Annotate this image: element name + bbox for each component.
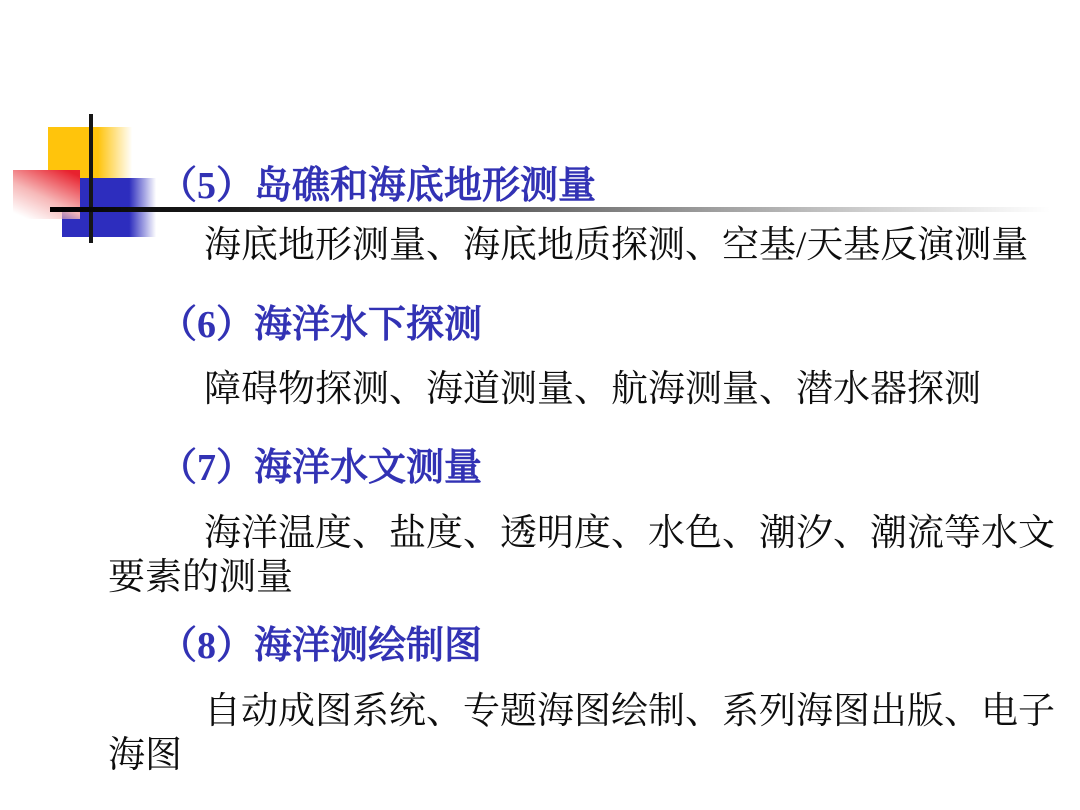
section-5-body: 海底地形测量、海底地质探测、空基/天基反演测量 xyxy=(204,225,1029,266)
section-8-heading: （8）海洋测绘制图 xyxy=(159,625,483,667)
section-6-heading: （6）海洋水下探测 xyxy=(159,304,483,346)
section-8-body: 自动成图系统、专题海图绘制、系列海图出版、电子海图 xyxy=(108,691,1055,776)
vertical-cross-line xyxy=(89,114,93,243)
section-7-body: 海洋温度、盐度、透明度、水色、潮汐、潮流等水文要素的测量 xyxy=(108,513,1055,598)
section-7-heading: （7）海洋水文测量 xyxy=(159,447,483,489)
section-6-body: 障碍物探测、海道测量、航海测量、潜水器探测 xyxy=(204,369,981,410)
section-5-heading: （5）岛礁和海底地形测量 xyxy=(159,165,597,207)
